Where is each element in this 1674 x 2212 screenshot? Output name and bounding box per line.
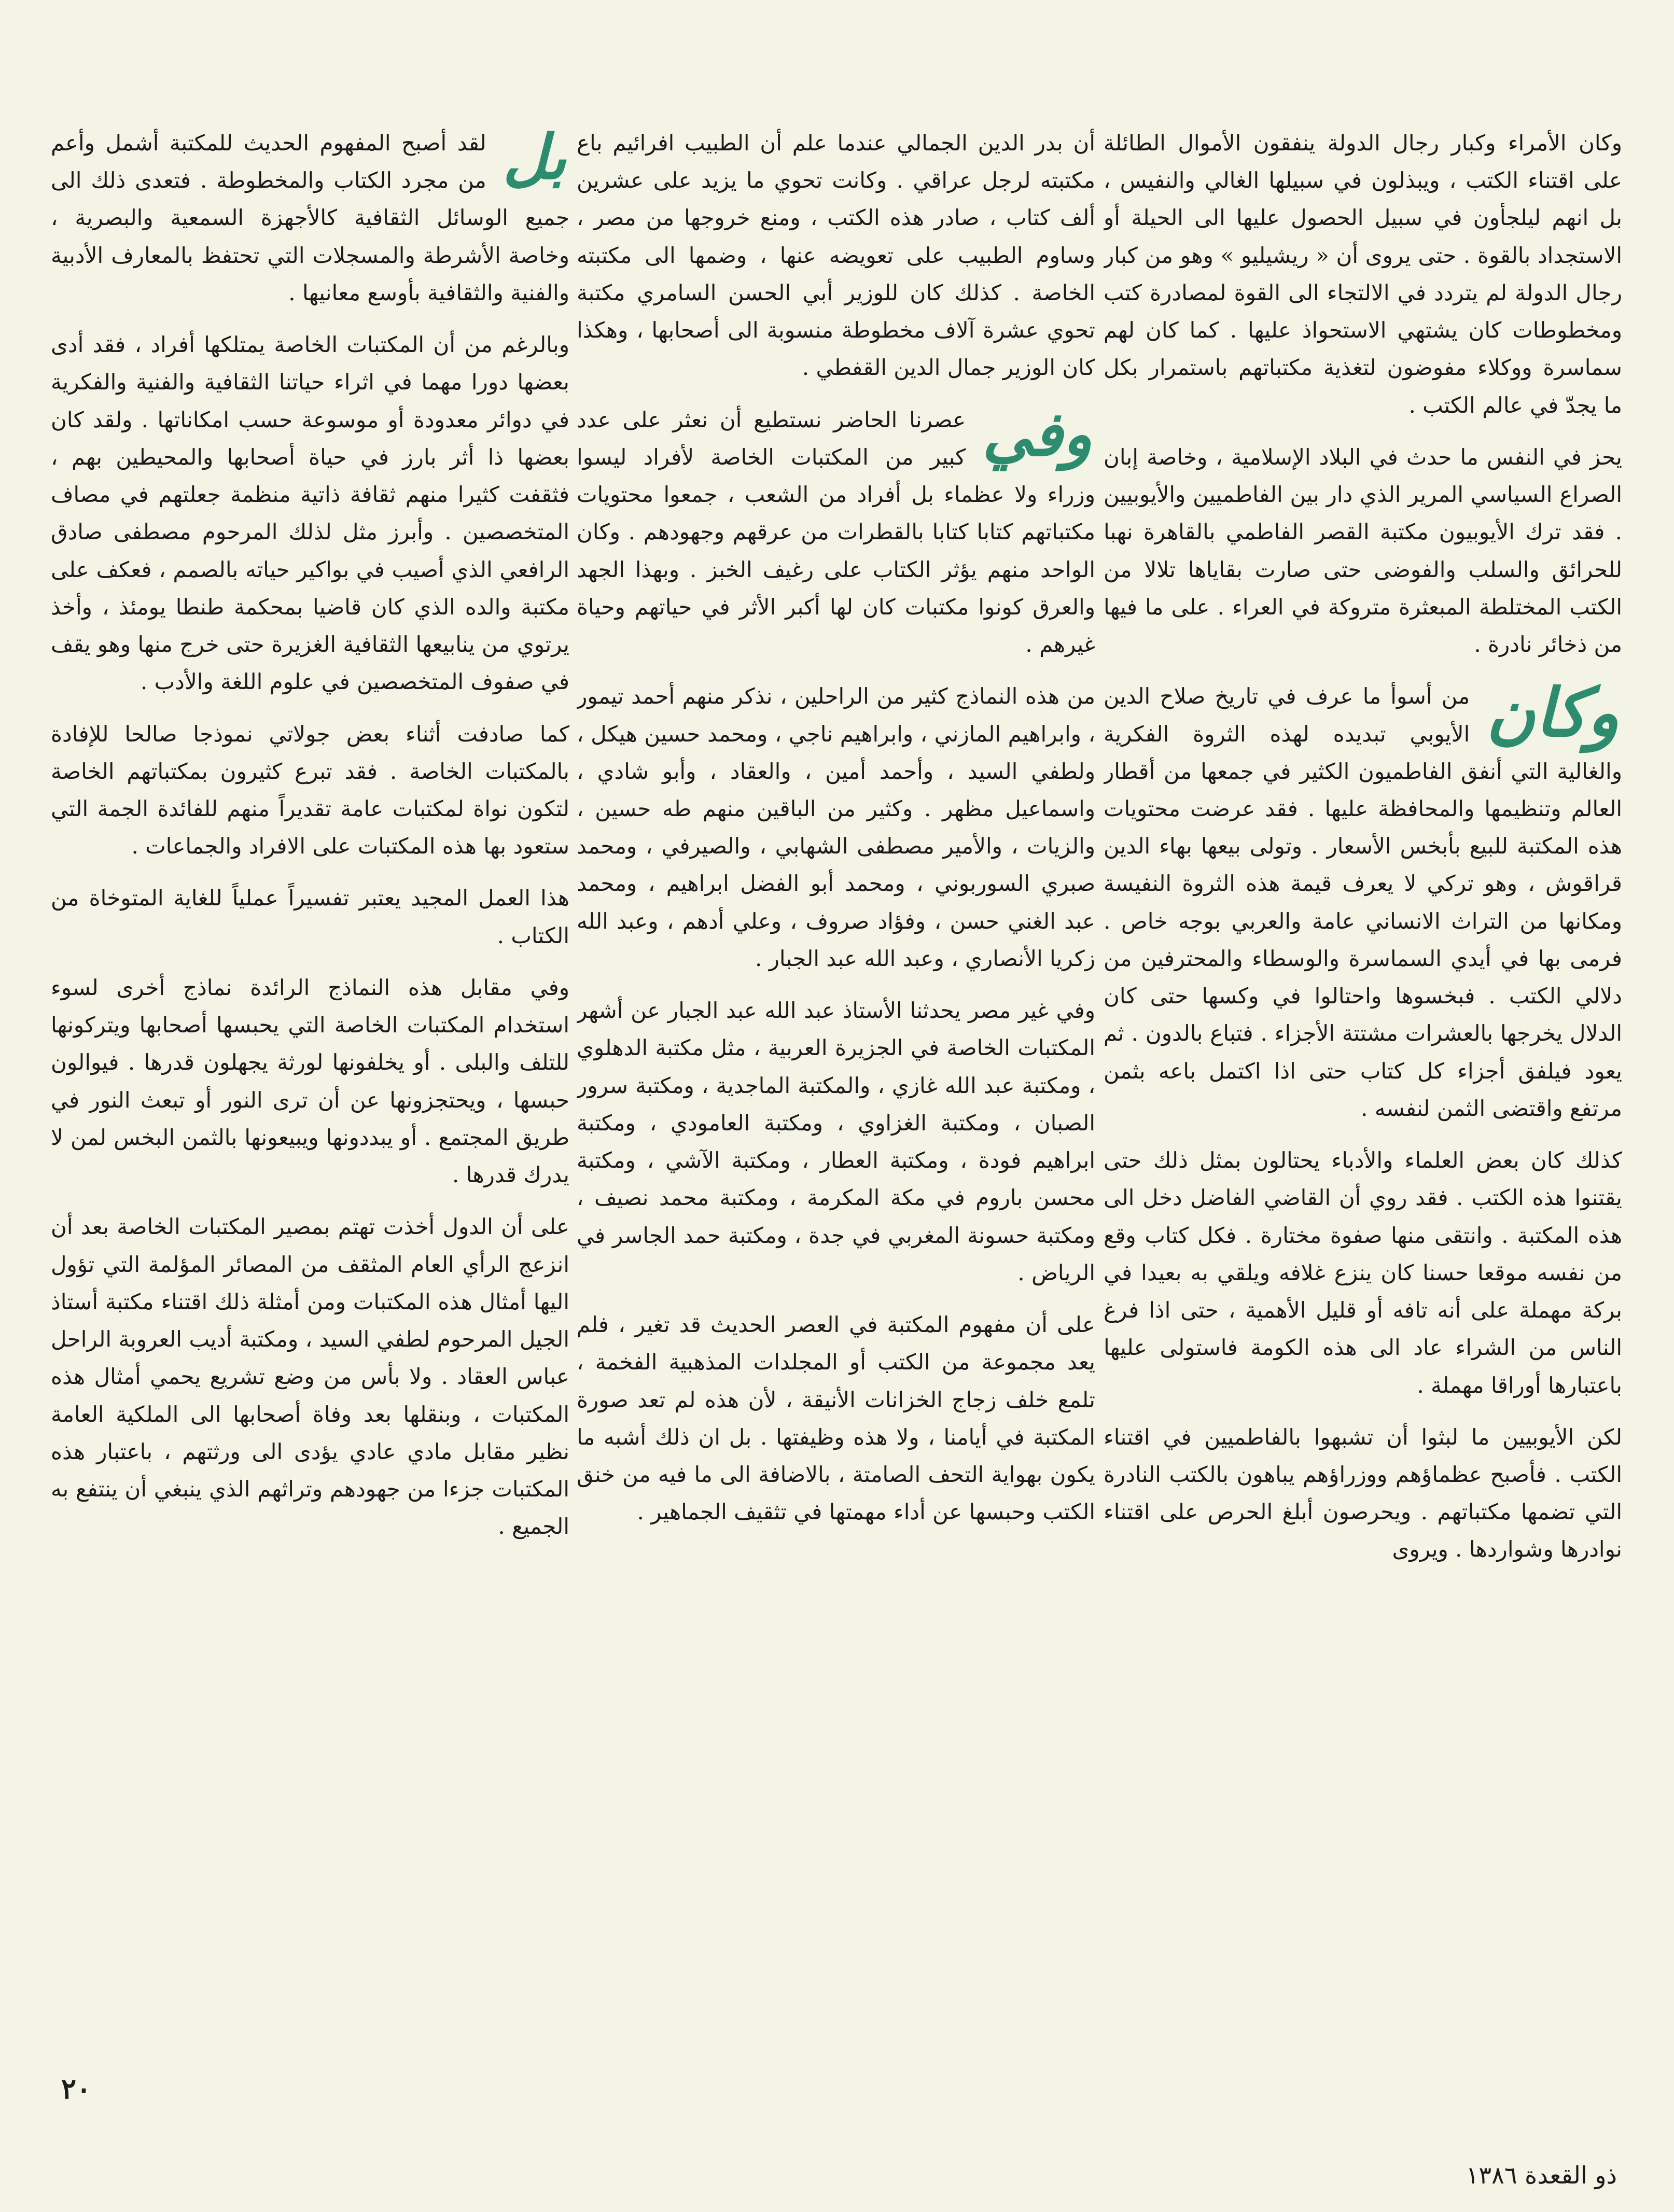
article-column-right (1104, 124, 1622, 2116)
page-number: ٢٠ (61, 2072, 92, 2105)
paragraph: كذلك كان بعض العلماء والأدباء يحتالون بمثل ذلك حتى يقتنوا هذه الكتب . فقد روي أن القاضي الفاضل دخل الى هذه المكتبة . وانتقى منها صفوة مختارة . فكل كتاب وقع من نفسه موقعا حسنا كان ينزع غلافه ويلقي به بعيدا في بركة مهملة على أنه تافه أو قليل الأهمية ، حتى اذا فرغ الناس من الشراء عاد الى هذه الكومة فاستولى عليها باعتبارها أوراقا مهملة . (1104, 1147, 1622, 1398)
paragraph: وبالرغم من أن المكتبات الخاصة يمتلكها أفراد ، فقد أدى بعضها دورا مهما في اثراء حياتنا الثقافية والفنية والفكرية في دوائر معدودة أو موسوعة حسب امكاناتها . ولقد كان بعضها ذا أثر بارز في حياة أصحابها والمحيطين بهم ، فثقفت كثيرا منهم ثقافة ذاتية منظمة جعلتهم في مصاف المتخصصين . وأبرز مثل لذلك المرحوم مصطفى صادق الرافعي الذي أصيب في بواكير حياته بالصمم ، فعكف على مكتبة والده الذي كان قاضيا بمحكمة طنطا يومئذ ، وأخذ يرتوي من ينابيعها الثقافية الغزيرة حتى خرج منها وهو يقف في صفوف المتخصصين في علوم اللغة والأدب . (51, 332, 569, 695)
paragraph: لكن الأيوبيين ما لبثوا أن تشبهوا بالفاطميين في اقتناء الكتب . فأصبح عظماؤهم ووزراؤهم يباهون بالكتب النادرة التي تضمها مكتباتهم . ويحرصون أبلغ الحرص على اقتناء نوادرها وشواردها . ويروى (1104, 1424, 1622, 1562)
article-column-left (51, 124, 569, 2116)
dropcap-ornament: بل (503, 124, 566, 193)
paragraph: أن بدر الدين الجمالي عندما علم أن الطبيب افرائيم باع مكتبته لرجل عراقي . وكانت تحوي ما يزيد على عشرين ألف كتاب ، صادر هذه الكتب ، ومنع خروجها من مصر ، وساوم الطبيب على تعويضه عنها ، وضمها الى مكتبته الخاصة . كذلك كان للوزير أبي الحسن السامري مكتبة تحوي عشرة آلاف مخطوطة منسوبة الى أصحابها ، وهكذا كان الوزير جمال الدين القفطي . (577, 130, 1095, 381)
paragraph: وكان الأمراء وكبار رجال الدولة ينفقون الأموال الطائلة على اقتناء الكتب ، ويبذلون في سبيلها الغالي والنفيس ، بل انهم ليلجأون في سبيل الحصول عليها الى الحيلة أو الاستجداد بالقوة . حتى يروى أن « ريشيليو » وهو من كبار رجال الدولة لم يتردد في الالتجاء الى القوة لمصادرة كتب ومخطوطات كان يشتهي الاستحواذ عليها . كما كان لهم سماسرة ووكلاء مفوضون لتغذية مكتباتهم باستمرار بكل ما يجدّ في عالم الكتب . (1104, 130, 1622, 418)
paragraph: هذا العمل المجيد يعتبر تفسيراً عملياً للغاية المتوخاة من الكتاب . (51, 885, 569, 948)
paragraph: يحز في النفس ما حدث في البلاد الإسلامية ، وخاصة إبان الصراع السياسي المرير الذي دار بين الفاطميين والأيوبيين . فقد ترك الأيوبيون مكتبة القصر الفاطمي بالقاهرة نهبا للحرائق والسلب والفوضى حتى صارت بقاياها تلالا من الكتب المختلطة المبعثرة متروكة في العراء . على ما فيها من ذخائر نادرة . (1104, 444, 1622, 657)
paragraph: وفي غير مصر يحدثنا الأستاذ عبد الله عبد الجبار عن أشهر المكتبات الخاصة في الجزيرة العربية ، مثل مكتبة الدهلوي ، ومكتبة عبد الله غازي ، والمكتبة الماجدية ، ومكتبة سرور الصبان ، ومكتبة الغزاوي ، ومكتبة العامودي ، ومكتبة ابراهيم فودة ، ومكتبة العطار ، ومكتبة الآشي ، ومكتبة محسن باروم في مكة المكرمة ، ومكتبة محمد نصيف ، ومكتبة حسونة المغربي في جدة ، ومكتبة حمد الجاسر في الرياض . (577, 998, 1095, 1285)
paragraph-text: من أسوأ ما عرف في تاريخ صلاح الدين الأيوبي تبديده لهذه الثروة الفكرية والغالية التي أنفق الفاطميون الكثير في جمعها من أقطار العالم وتنظيمها والمحافظة عليها . فقد عرضت محتويات هذه المكتبة للبيع بأبخس الأسعار . وتولى بيعها بهاء الدين قراقوش ، وهو تركي لا يعرف قيمة هذه الثروة النفيسة ومكانها من التراث الانساني عامة والعربي بوجه خاص . فرمى بها في أيدي السماسرة والوسطاء والمحترفين من دلالي الكتب . فبخسوها واحتالوا في وكسها حتى كان الدلال يخرجها بالعشرات مشتتة الأجزاء . فتباع بالدون . ثم يعود فيلفق أجزاء كل كتاب حتى اذا اكتمل باعه بثمن مرتفع واقتضى الثمن لنفسه . (1104, 683, 1622, 1121)
paragraph: على أن مفهوم المكتبة في العصر الحديث قد تغير ، فلم يعد مجموعة من الكتب أو المجلدات المذهبية الفخمة ، تلمع خلف زجاج الخزانات الأنيقة ، لأن هذه لم تعد صورة المكتبة في أيامنا ، ولا هذه وظيفتها . بل ان ذلك أشبه ما يكون بهواية التحف الصامتة ، بالاضافة الى ما فيه من خنق الكتب وحبسها عن أداء مهمتها في تثقيف الجماهير . (577, 1312, 1095, 1525)
dropcap-ornament: وفي (982, 397, 1092, 470)
paragraph-text: لقد أصبح المفهوم الحديث للمكتبة أشمل وأعم من مجرد الكتاب والمخطوطة . فتعدى ذلك الى جميع الوسائل الثقافية كالأجهزة السمعية والبصرية ، وخاصة الأشرطة والمسجلات التي تحتفظ بالمعارف الأدبية والفنية والثقافية بأوسع معانيها . (51, 130, 569, 305)
paragraph: من هذه النماذج كثير من الراحلين ، نذكر منهم أحمد تيمور ، وابراهيم المازني ، وابراهيم ناجي ، ومحمد حسين هيكل ، ولطفي السيد ، وأحمد أمين ، والعقاد ، وأبو شادي ، واسماعيل مظهر . وكثير من الباقين منهم طه حسين ، والزيات ، والأمير مصطفى الشهابي ، والصيرفي ، ومحمد صبري السوربوني ، ومحمد أبو الفضل ابراهيم ، ومحمد عبد الغني حسن ، وفؤاد صروف ، وعلي أدهم ، وعبد الله زكريا الأنصاري ، وعبد الله عبد الجبار . (577, 683, 1095, 971)
issue-date: ذو القعدة ١٣٨٦ (1466, 2161, 1617, 2189)
paragraph: كما صادفت أثناء بعض جولاتي نموذجا صالحا للإفادة بالمكتبات الخاصة . فقد تبرع كثيرون بمكتباتهم الخاصة لتكون نواة لمكتبات عامة تقديراً منهم للفائدة الجمة التي ستعود بها هذه المكتبات على الافراد والجماعات . (51, 721, 569, 859)
paragraph (1104, 674, 1622, 1127)
article-column-middle (577, 124, 1095, 2116)
paragraph (577, 397, 1095, 664)
dropcap-ornament: وكان (1486, 674, 1619, 752)
paragraph-text: عصرنا الحاضر نستطيع أن نعثر على عدد كبير من المكتبات الخاصة لأفراد ليسوا وزراء ولا عظماء بل أفراد من الشعب ، جمعوا محتويات مكتباتهم كتابا كتابا بالقطرات من عرقهم وجهودهم . وكان الواحد منهم يؤثر الكتاب على رغيف الخبز . وبهذا الجهد والعرق كونوا مكتبات كان لها أكبر الأثر في حياتهم وحياة غيرهم . (577, 407, 1095, 657)
paragraph: على أن الدول أخذت تهتم بمصير المكتبات الخاصة بعد أن انزعج الرأي العام المثقف من المصائر المؤلمة التي تؤول اليها أمثال هذه المكتبات ومن أمثلة ذلك اقتناء مكتبة أستاذ الجيل المرحوم لطفي السيد ، ومكتبة أديب العروبة الراحل عباس العقاد . ولا بأس من وضع تشريع يحمي أمثال هذه المكتبات ، وبنقلها بعد وفاة أصحابها الى الملكية العامة نظير مقابل مادي عادي يؤدى الى ورثتهم ، باعتبار هذه المكتبات جزءا من جهودهم وتراثهم الذي ينبغي أن ينتفع به الجميع . (51, 1214, 569, 1539)
paragraph: وفي مقابل هذه النماذج الرائدة نماذج أخرى لسوء استخدام المكتبات الخاصة التي يحبسها أصحابها ويتركونها للتلف والبلى . أو يخلفونها لورثة يجهلون قدرها . فيوالون حبسها ، ويحتجزونها عن أن ترى النور أو تبعث النور في طريق المجتمع . أو يبددونها ويبيعونها بالثمن البخس لمن لا يدرك قدرها . (51, 974, 569, 1188)
paragraph (51, 124, 569, 312)
